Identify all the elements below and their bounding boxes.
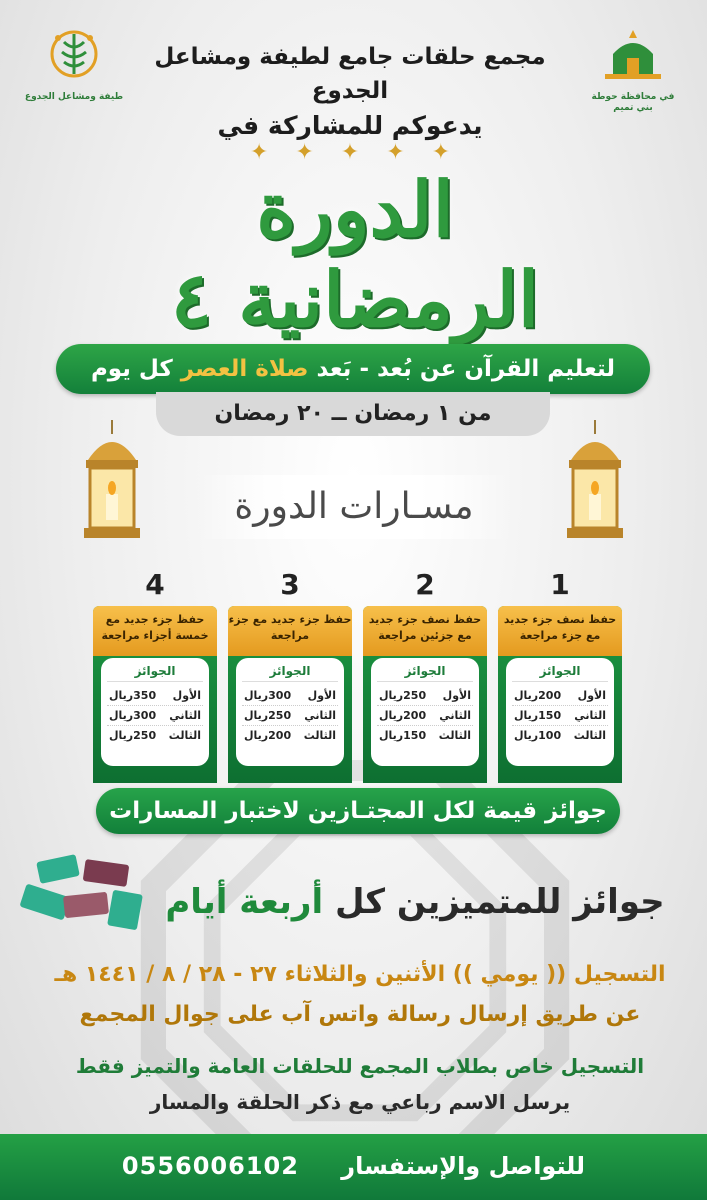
left-logo-caption: طيفة ومشاعل الجدوع	[24, 92, 124, 102]
lantern-icon	[76, 420, 148, 550]
prize-rank: الأول	[442, 689, 471, 702]
prize-row	[107, 726, 203, 745]
prize-rank: الثاني	[574, 709, 606, 722]
course-title-main: الدورة الرمضانية	[238, 165, 540, 344]
contact-label: للتواصل والإستفسار	[341, 1152, 586, 1180]
prize-row	[377, 726, 473, 745]
track-card	[363, 568, 487, 783]
prize-row	[242, 706, 338, 726]
prize-amount: 200ريال	[244, 729, 292, 742]
schedule-banner	[56, 344, 650, 394]
header	[120, 40, 580, 144]
registration-instructions: يرسل الاسم رباعي مع ذكر الحلقة والمسار	[149, 1090, 571, 1114]
prizes-banner: جوائز قيمة لكل المجتـازين لاختبار المسارات	[96, 788, 620, 834]
registration-method: عن طريق إرسال رسالة واتس آب على جوال المجمع	[79, 1002, 641, 1027]
track-number: 1	[550, 568, 570, 601]
prize-amount: 250ريال	[109, 729, 157, 742]
registration-eligibility: التسجيل خاص بطلاب المجمع للحلقات العامة والتميز فقط	[75, 1054, 645, 1078]
track-number: 3	[280, 568, 300, 601]
prize-rank: الثاني	[304, 709, 336, 722]
left-logo	[24, 28, 124, 123]
course-number: ٤	[170, 255, 212, 344]
distinct-days: أربعة أيام	[165, 882, 324, 922]
prize-amount: 200ريال	[379, 709, 427, 722]
prize-rank: الثاني	[439, 709, 471, 722]
prize-amount: 250ريال	[379, 689, 427, 702]
prize-row	[242, 726, 338, 745]
course-title-text	[120, 165, 590, 345]
prize-rank: الثالث	[573, 729, 606, 742]
prize-amount: 150ريال	[514, 709, 562, 722]
date-range: من ١ رمضان ــ ٢٠ رمضان	[156, 392, 550, 436]
track-card	[93, 568, 217, 783]
prizes-label: الجوائز	[107, 664, 203, 682]
prizes-label: الجوائز	[377, 664, 473, 682]
distinguished-prizes	[150, 882, 680, 922]
title-decoration: ✦ ✦ ✦ ✦ ✦	[249, 140, 461, 165]
banner-prayer: صلاة العصر	[180, 356, 309, 382]
gift-cards-icon	[18, 852, 148, 942]
prize-row	[512, 706, 608, 726]
prizes-box	[506, 658, 614, 766]
prize-row	[512, 726, 608, 745]
prize-rank: الثاني	[169, 709, 201, 722]
course-title	[120, 140, 590, 345]
mosque-icon	[593, 28, 673, 88]
prizes-box	[101, 658, 209, 766]
prize-row	[512, 686, 608, 706]
track-heading: حفظ جزء جديد مع خمسة أجزاء مراجعة	[93, 606, 217, 656]
prize-row	[107, 706, 203, 726]
prizes-box	[236, 658, 344, 766]
prize-amount: 350ريال	[109, 689, 157, 702]
prize-rank: الثالث	[168, 729, 201, 742]
right-logo-caption: في محافظة حوطة بني تميم	[591, 92, 675, 113]
registration-dates: التسجيل (( يومي )) الأثنين والثلاثاء ٢٧ - ٢٨ / ٨ / ١٤٤١ هـ	[54, 962, 666, 987]
contact-phone[interactable]: 0556006102	[121, 1152, 299, 1180]
prize-amount: 250ريال	[244, 709, 292, 722]
wheat-icon	[34, 28, 114, 88]
track-card	[498, 568, 622, 783]
banner-part1: لتعليم القرآن عن بُعد - بَعد	[308, 356, 616, 382]
tracks-title: مسـارات الدورة	[196, 475, 512, 539]
track-number: 4	[145, 568, 165, 601]
prize-rank: الأول	[577, 689, 606, 702]
prize-row	[377, 706, 473, 726]
prize-row	[377, 686, 473, 706]
prize-amount: 200ريال	[514, 689, 562, 702]
prize-rank: الأول	[307, 689, 336, 702]
track-heading: حفظ نصف جزء جديد مع جزء مراجعة	[498, 606, 622, 656]
prize-row	[107, 686, 203, 706]
track-heading: حفظ جزء جديد مع جزء مراجعة	[228, 606, 352, 656]
distinct-text: جوائز للمتميزين كل	[323, 882, 665, 922]
banner-part2: كل يوم	[90, 356, 181, 382]
track-card	[228, 568, 352, 783]
track-cards	[92, 568, 622, 783]
prize-row	[242, 686, 338, 706]
track-number: 2	[415, 568, 435, 601]
prize-rank: الثالث	[438, 729, 471, 742]
prizes-box	[371, 658, 479, 766]
prizes-label: الجوائز	[512, 664, 608, 682]
contact-footer	[0, 1134, 707, 1200]
track-heading: حفظ نصف جزء جديد مع جزئين مراجعة	[363, 606, 487, 656]
lantern-icon	[559, 420, 631, 550]
prize-rank: الأول	[172, 689, 201, 702]
right-logo	[583, 28, 683, 123]
prize-amount: 300ريال	[244, 689, 292, 702]
prize-amount: 150ريال	[379, 729, 427, 742]
prize-amount: 300ريال	[109, 709, 157, 722]
prizes-label: الجوائز	[242, 664, 338, 682]
prize-amount: 100ريال	[514, 729, 562, 742]
header-line2: يدعوكم للمشاركة في	[217, 111, 483, 140]
header-line1: مجمع حلقات جامع لطيفة ومشاعل الجدوع	[154, 44, 546, 104]
prize-rank: الثالث	[303, 729, 336, 742]
